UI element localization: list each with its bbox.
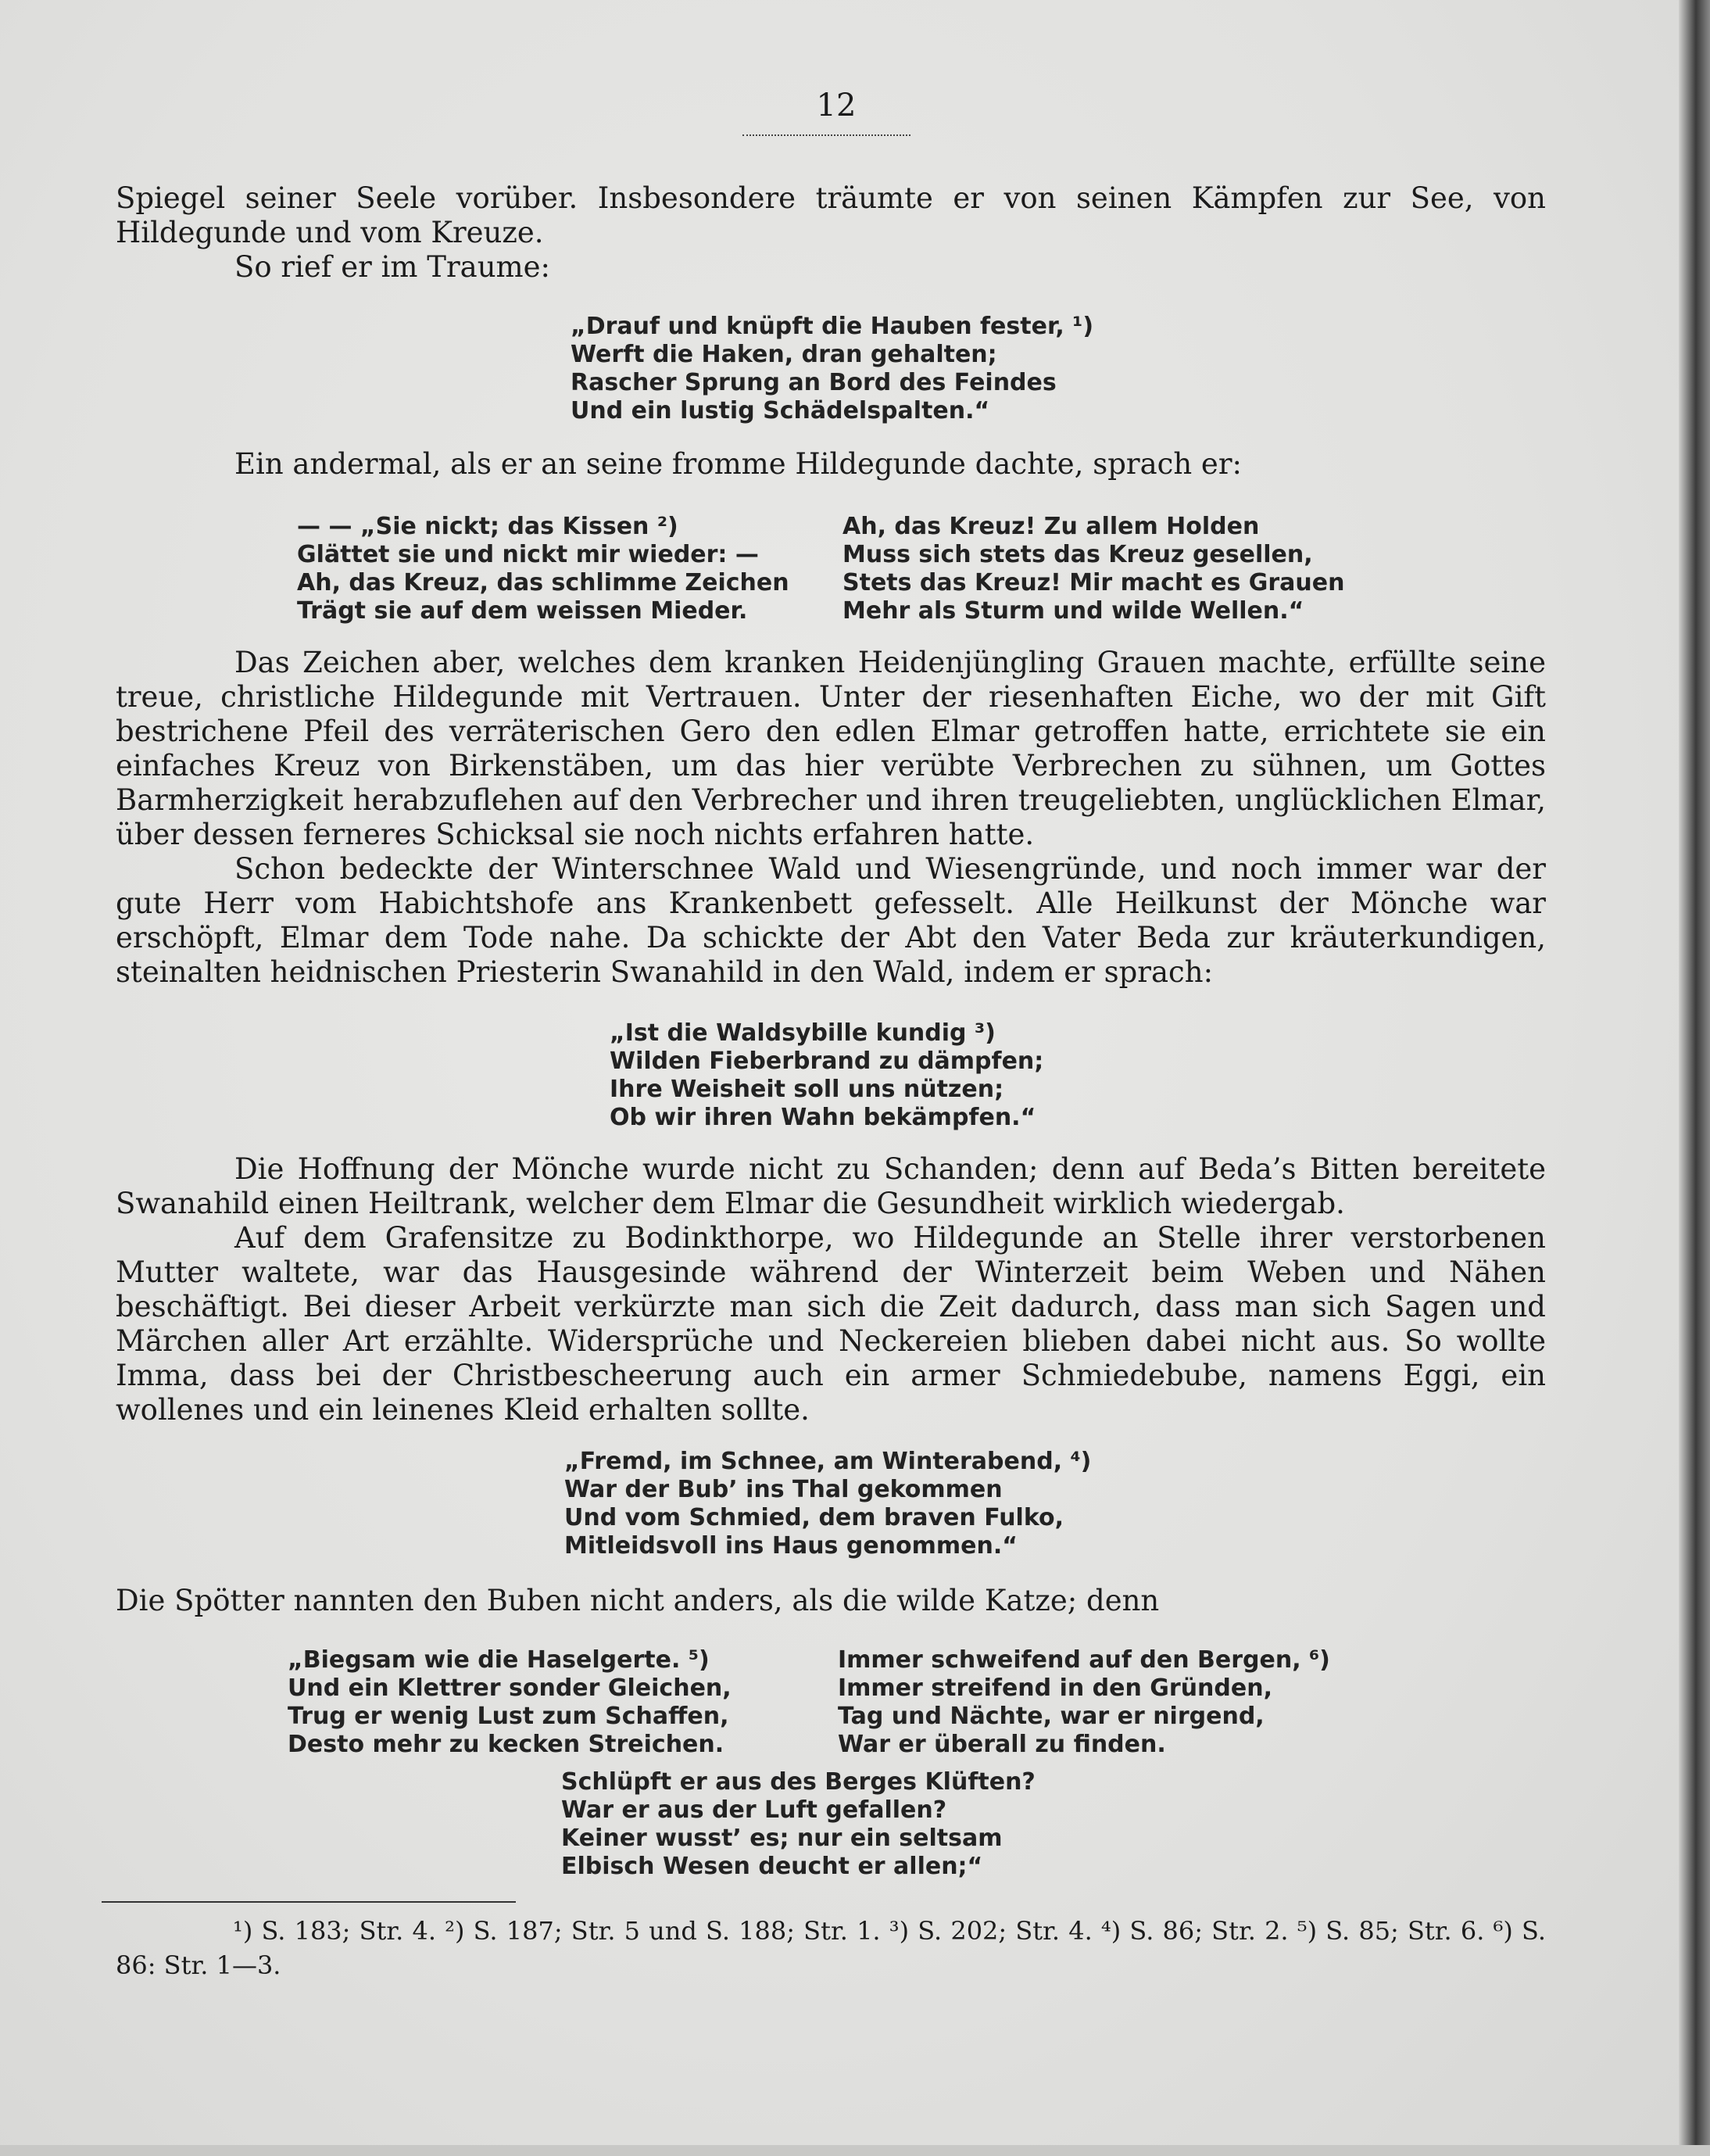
intro-lead-in: So rief er im Traume: <box>234 250 550 284</box>
footnotes-block <box>116 1914 1546 1982</box>
lead-2-block <box>116 447 1546 482</box>
verse-line: Schlüpft er aus des Berges Klüften? <box>561 1768 1036 1796</box>
page-bottom-edge <box>0 2145 1710 2156</box>
page-number-ornament <box>742 130 910 136</box>
verse-line: Tag und Nächte, war er nirgend, <box>838 1703 1265 1730</box>
verse-line: Und ein Klettrer sonder Gleichen, <box>288 1674 732 1702</box>
verse-2-left <box>297 513 789 625</box>
lead-5: Die Spötter nannten den Buben nicht anders, als die wilde Katze; denn <box>116 1584 1160 1617</box>
verse-line: „Ist die Waldsybille kundig ³) <box>610 1019 996 1047</box>
verse-line: Und vom Schmied, dem braven Fulko, <box>564 1504 1064 1531</box>
verse-line: Mehr als Sturm und wilde Wellen.“ <box>842 597 1304 625</box>
verse-3 <box>610 1019 1043 1132</box>
verse-line: Desto mehr zu kecken Streichen. <box>288 1731 724 1758</box>
verse-line: War er überall zu finden. <box>838 1731 1166 1758</box>
verse-line: Muss sich stets das Kreuz gesellen, <box>842 541 1313 568</box>
verse-line: Rascher Sprung an Bord des Feindes <box>571 369 1057 396</box>
verse-line: „Fremd, im Schnee, am Winterabend, ⁴) <box>564 1448 1092 1475</box>
verse-2-right <box>842 513 1344 625</box>
verse-5-left <box>288 1646 732 1759</box>
verse-line: Mitleidsvoll ins Haus genommen.“ <box>564 1532 1018 1560</box>
page-binding-edge <box>1679 0 1710 2156</box>
verse-line: Immer streifend in den Gründen, <box>838 1674 1272 1702</box>
verse-line: Ah, das Kreuz, das schlimme Zeichen <box>297 569 789 596</box>
verse-line: War der Bub’ ins Thal gekommen <box>564 1476 1003 1503</box>
verse-5-right <box>838 1646 1330 1759</box>
verse-line: Immer schweifend auf den Bergen, ⁶) <box>838 1646 1330 1674</box>
verse-line: „Drauf und knüpft die Hauben fester, ¹) <box>571 313 1094 340</box>
verse-line: Elbisch Wesen deucht er allen;“ <box>561 1853 983 1880</box>
verse-line: Ah, das Kreuz! Zu allem Holden <box>842 513 1260 540</box>
verse-line: Werft die Haken, dran gehalten; <box>571 341 997 368</box>
footnotes: ¹) S. 183; Str. 4. ²) S. 187; Str. 5 und S. 188; Str. 1. ³) S. 202; Str. 4. ⁴) S. 86; Str. 2. ⁵) S. 85; Str. 6. ⁶) S. 86: Str. 1—3. <box>116 1916 1546 1980</box>
verse-line: Keiner wusst’ es; nur ein seltsam <box>561 1825 1003 1852</box>
verse-line: — — „Sie nickt; das Kissen ²) <box>297 513 678 540</box>
prose-block-3 <box>116 1152 1546 1427</box>
intro-block <box>116 181 1546 285</box>
verse-5-bottom <box>561 1768 1036 1881</box>
verse-line: Wilden Fieberbrand zu dämpfen; <box>610 1048 1044 1075</box>
paragraph-3: Das Zeichen aber, welches dem kranken Heidenjüngling Grauen machte, erfüllte seine treue, christliche Hildegunde mit Vertrauen. Unter der riesenhaften Eiche, wo der mit Gift bestrichene Pfeil des verräterischen Gero den edlen Elmar getroffen hatte, errichtete sie ein einfaches Kreuz von Birkenstäben, um das hier verübte Verbrechen zu sühnen, um Gottes Barmherzigkeit herabzuflehen auf den Verbrecher und ihren treugeliebten, unglücklichen Elmar, über dessen ferneres Schicksal sie noch nichts erfahren hatte. <box>116 646 1546 851</box>
verse-line: Ihre Weisheit soll uns nützen; <box>610 1076 1004 1103</box>
verse-4 <box>564 1448 1091 1560</box>
paragraph-5: Die Hoffnung der Mönche wurde nicht zu Schanden; denn auf Beda’s Bitten bereitete Swanahild einen Heiltrank, welcher dem Elmar die Gesundheit wirklich wiedergab. <box>116 1152 1546 1220</box>
paragraph-6: Auf dem Grafensitze zu Bodinkthorpe, wo Hildegunde an Stelle ihrer verstorbenen Mutter waltete, war das Hausgesinde während der Winterzeit beim Weben und Nähen beschäftigt. Bei dieser Arbeit verkürzte man sich die Zeit dadurch, dass man sich Sagen und Märchen aller Art erzählte. Widersprüche und Neckereien blieben dabei nicht aus. So wollte Imma, dass bei der Christbescheerung auch ein armer Schmiedebube, namens Eggi, ein wollenes und ein leinenes Kleid erhalten sollte. <box>116 1221 1546 1427</box>
footnote-rule <box>102 1901 516 1903</box>
verse-line: „Biegsam wie die Haselgerte. ⁵) <box>288 1646 710 1674</box>
verse-line: Stets das Kreuz! Mir macht es Grauen <box>842 569 1345 596</box>
verse-line: Trug er wenig Lust zum Schaffen, <box>288 1703 729 1730</box>
lead-5-block <box>116 1584 1546 1618</box>
verse-line: Glättet sie und nickt mir wieder: — <box>297 541 759 568</box>
verse-line: War er aus der Luft gefallen? <box>561 1796 947 1824</box>
intro-paragraph: Spiegel seiner Seele vorüber. Insbesondere träumte er von seinen Kämpfen zur See, von Hildegunde und vom Kreuze. <box>116 181 1546 249</box>
verse-1 <box>571 313 1093 425</box>
page-number: 12 <box>816 88 857 124</box>
verse-line: Und ein lustig Schädelspalten.“ <box>571 397 990 424</box>
paragraph-4: Schon bedeckte der Winterschnee Wald und Wiesengründe, und noch immer war der gute Herr vom Habichtshofe ans Krankenbett gefesselt. Alle Heilkunst der Mönche war erschöpft, Elmar dem Tode nahe. Da schickte der Abt den Vater Beda zur kräuterkundigen, steinalten heidnischen Priesterin Swanahild in den Wald, indem er sprach: <box>116 852 1546 989</box>
prose-block-2 <box>116 646 1546 990</box>
lead-2: Ein andermal, als er an seine fromme Hildegunde dachte, sprach er: <box>234 447 1242 481</box>
verse-line: Trägt sie auf dem weissen Mieder. <box>297 597 748 625</box>
verse-line: Ob wir ihren Wahn bekämpfen.“ <box>610 1104 1036 1131</box>
